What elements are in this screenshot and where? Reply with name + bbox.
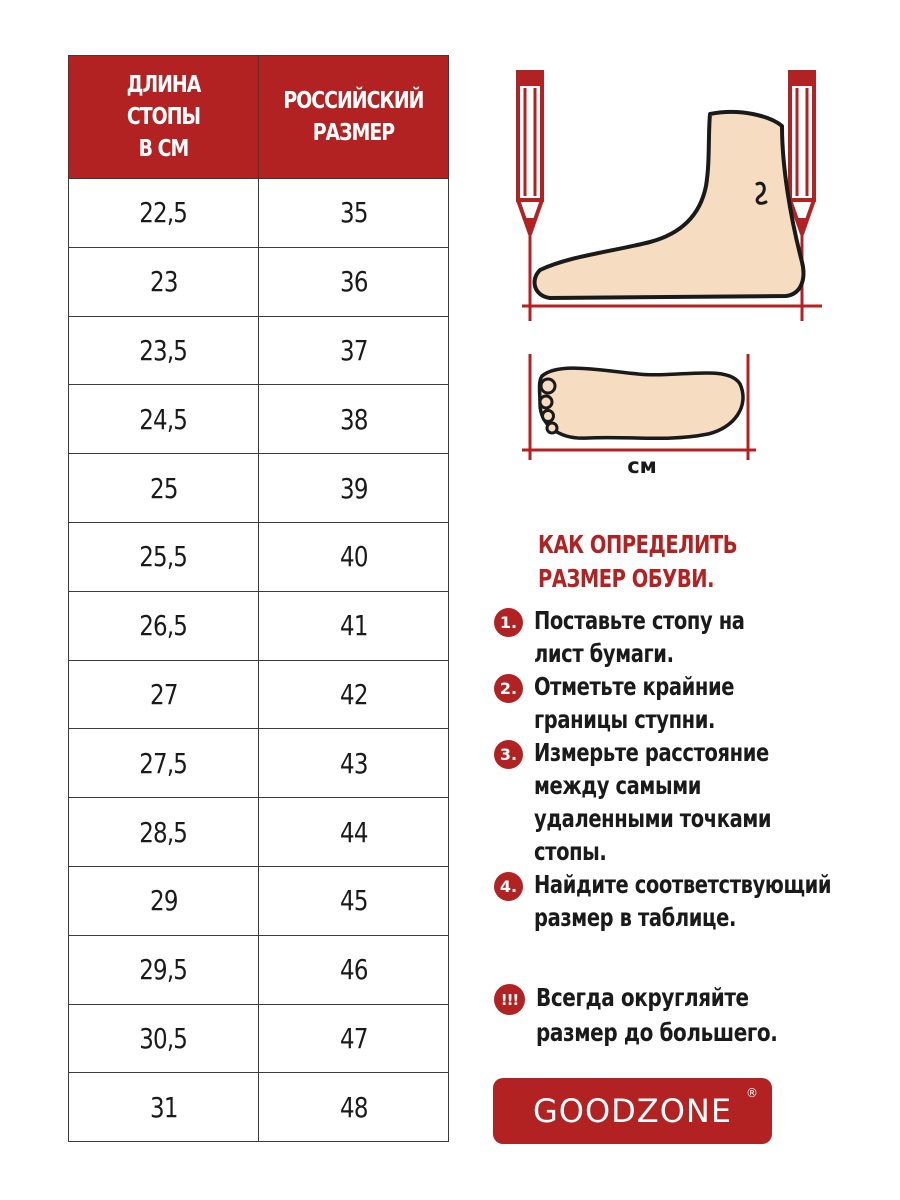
size-table: [68, 55, 449, 1142]
foot-length-cell: 29,5: [69, 935, 259, 1004]
russian-size-cell: 47: [259, 1004, 449, 1073]
russian-size-cell: 41: [259, 591, 449, 660]
russian-size-cell: 39: [259, 454, 449, 523]
russian-size-cell: 35: [259, 179, 449, 248]
step-text: Поставьте стопу на лист бумаги.: [534, 606, 745, 668]
foot-sole-icon: [540, 368, 744, 438]
warning-text: Всегда округляйте размер до большего.: [536, 983, 778, 1047]
foot-length-cell: 24,5: [69, 385, 259, 454]
step-number-badge: 4.: [494, 872, 523, 901]
foot-length-cell: 22,5: [69, 179, 259, 248]
table-row: [69, 591, 449, 660]
russian-size-cell: 45: [259, 866, 449, 935]
step-text: Отметьте крайние границы ступни.: [534, 672, 735, 734]
table-row: [69, 1073, 449, 1142]
table-header-row: [69, 56, 449, 179]
table-row: [69, 866, 449, 935]
howto-title-line-2: РАЗМЕР ОБУВИ.: [538, 564, 715, 593]
unit-label-cm: см: [627, 454, 657, 478]
foot-length-cell: 23,5: [69, 316, 259, 385]
brand-name: GOODZONE: [532, 1092, 733, 1130]
russian-size-cell: 44: [259, 798, 449, 867]
step-number-badge: 3.: [494, 740, 523, 769]
table-row: [69, 660, 449, 729]
russian-size-cell: 42: [259, 660, 449, 729]
foot-length-cell: 26,5: [69, 591, 259, 660]
table-row: [69, 729, 449, 798]
russian-size-cell: 46: [259, 935, 449, 1004]
russian-size-cell: 36: [259, 247, 449, 316]
foot-length-cell: 27,5: [69, 729, 259, 798]
russian-size-cell: 40: [259, 522, 449, 591]
table-row: [69, 179, 449, 248]
foot-sole-illustration: [518, 348, 758, 464]
table-row: [69, 247, 449, 316]
table-row: [69, 454, 449, 523]
header-foot-length: ДЛИНА СТОПЫ В СМ: [69, 56, 259, 179]
brand-logo: [493, 1078, 772, 1144]
step-text: Измерьте расстояние между самыми удаленными точками стопы.: [534, 738, 772, 866]
step-text: Найдите соответствующий размер в таблице.: [534, 870, 832, 932]
table-body: [69, 179, 449, 1142]
foot-length-cell: 29: [69, 866, 259, 935]
foot-length-cell: 30,5: [69, 1004, 259, 1073]
header-russian-size: РОССИЙСКИЙ РАЗМЕР: [259, 56, 449, 179]
table-row: [69, 522, 449, 591]
step-number-badge: 1.: [494, 608, 523, 637]
registered-mark: ®: [746, 1086, 758, 1100]
step-number-badge: 2.: [494, 674, 523, 703]
foot-length-cell: 27: [69, 660, 259, 729]
russian-size-cell: 48: [259, 1073, 449, 1142]
howto-title-line-1: КАК ОПРЕДЕЛИТЬ: [538, 530, 738, 559]
foot-length-cell: 31: [69, 1073, 259, 1142]
table-row: [69, 798, 449, 867]
russian-size-cell: 43: [259, 729, 449, 798]
table-row: [69, 1004, 449, 1073]
table-row: [69, 935, 449, 1004]
foot-side-icon: [535, 112, 804, 298]
foot-length-cell: 25: [69, 454, 259, 523]
table-row: [69, 385, 449, 454]
table-row: [69, 316, 449, 385]
russian-size-cell: 37: [259, 316, 449, 385]
foot-length-cell: 28,5: [69, 798, 259, 867]
foot-side-illustration: [510, 66, 840, 328]
foot-length-cell: 23: [69, 247, 259, 316]
foot-length-cell: 25,5: [69, 522, 259, 591]
howto-title: [538, 528, 795, 596]
warning-badge: !!!: [494, 984, 525, 1015]
russian-size-cell: 38: [259, 385, 449, 454]
